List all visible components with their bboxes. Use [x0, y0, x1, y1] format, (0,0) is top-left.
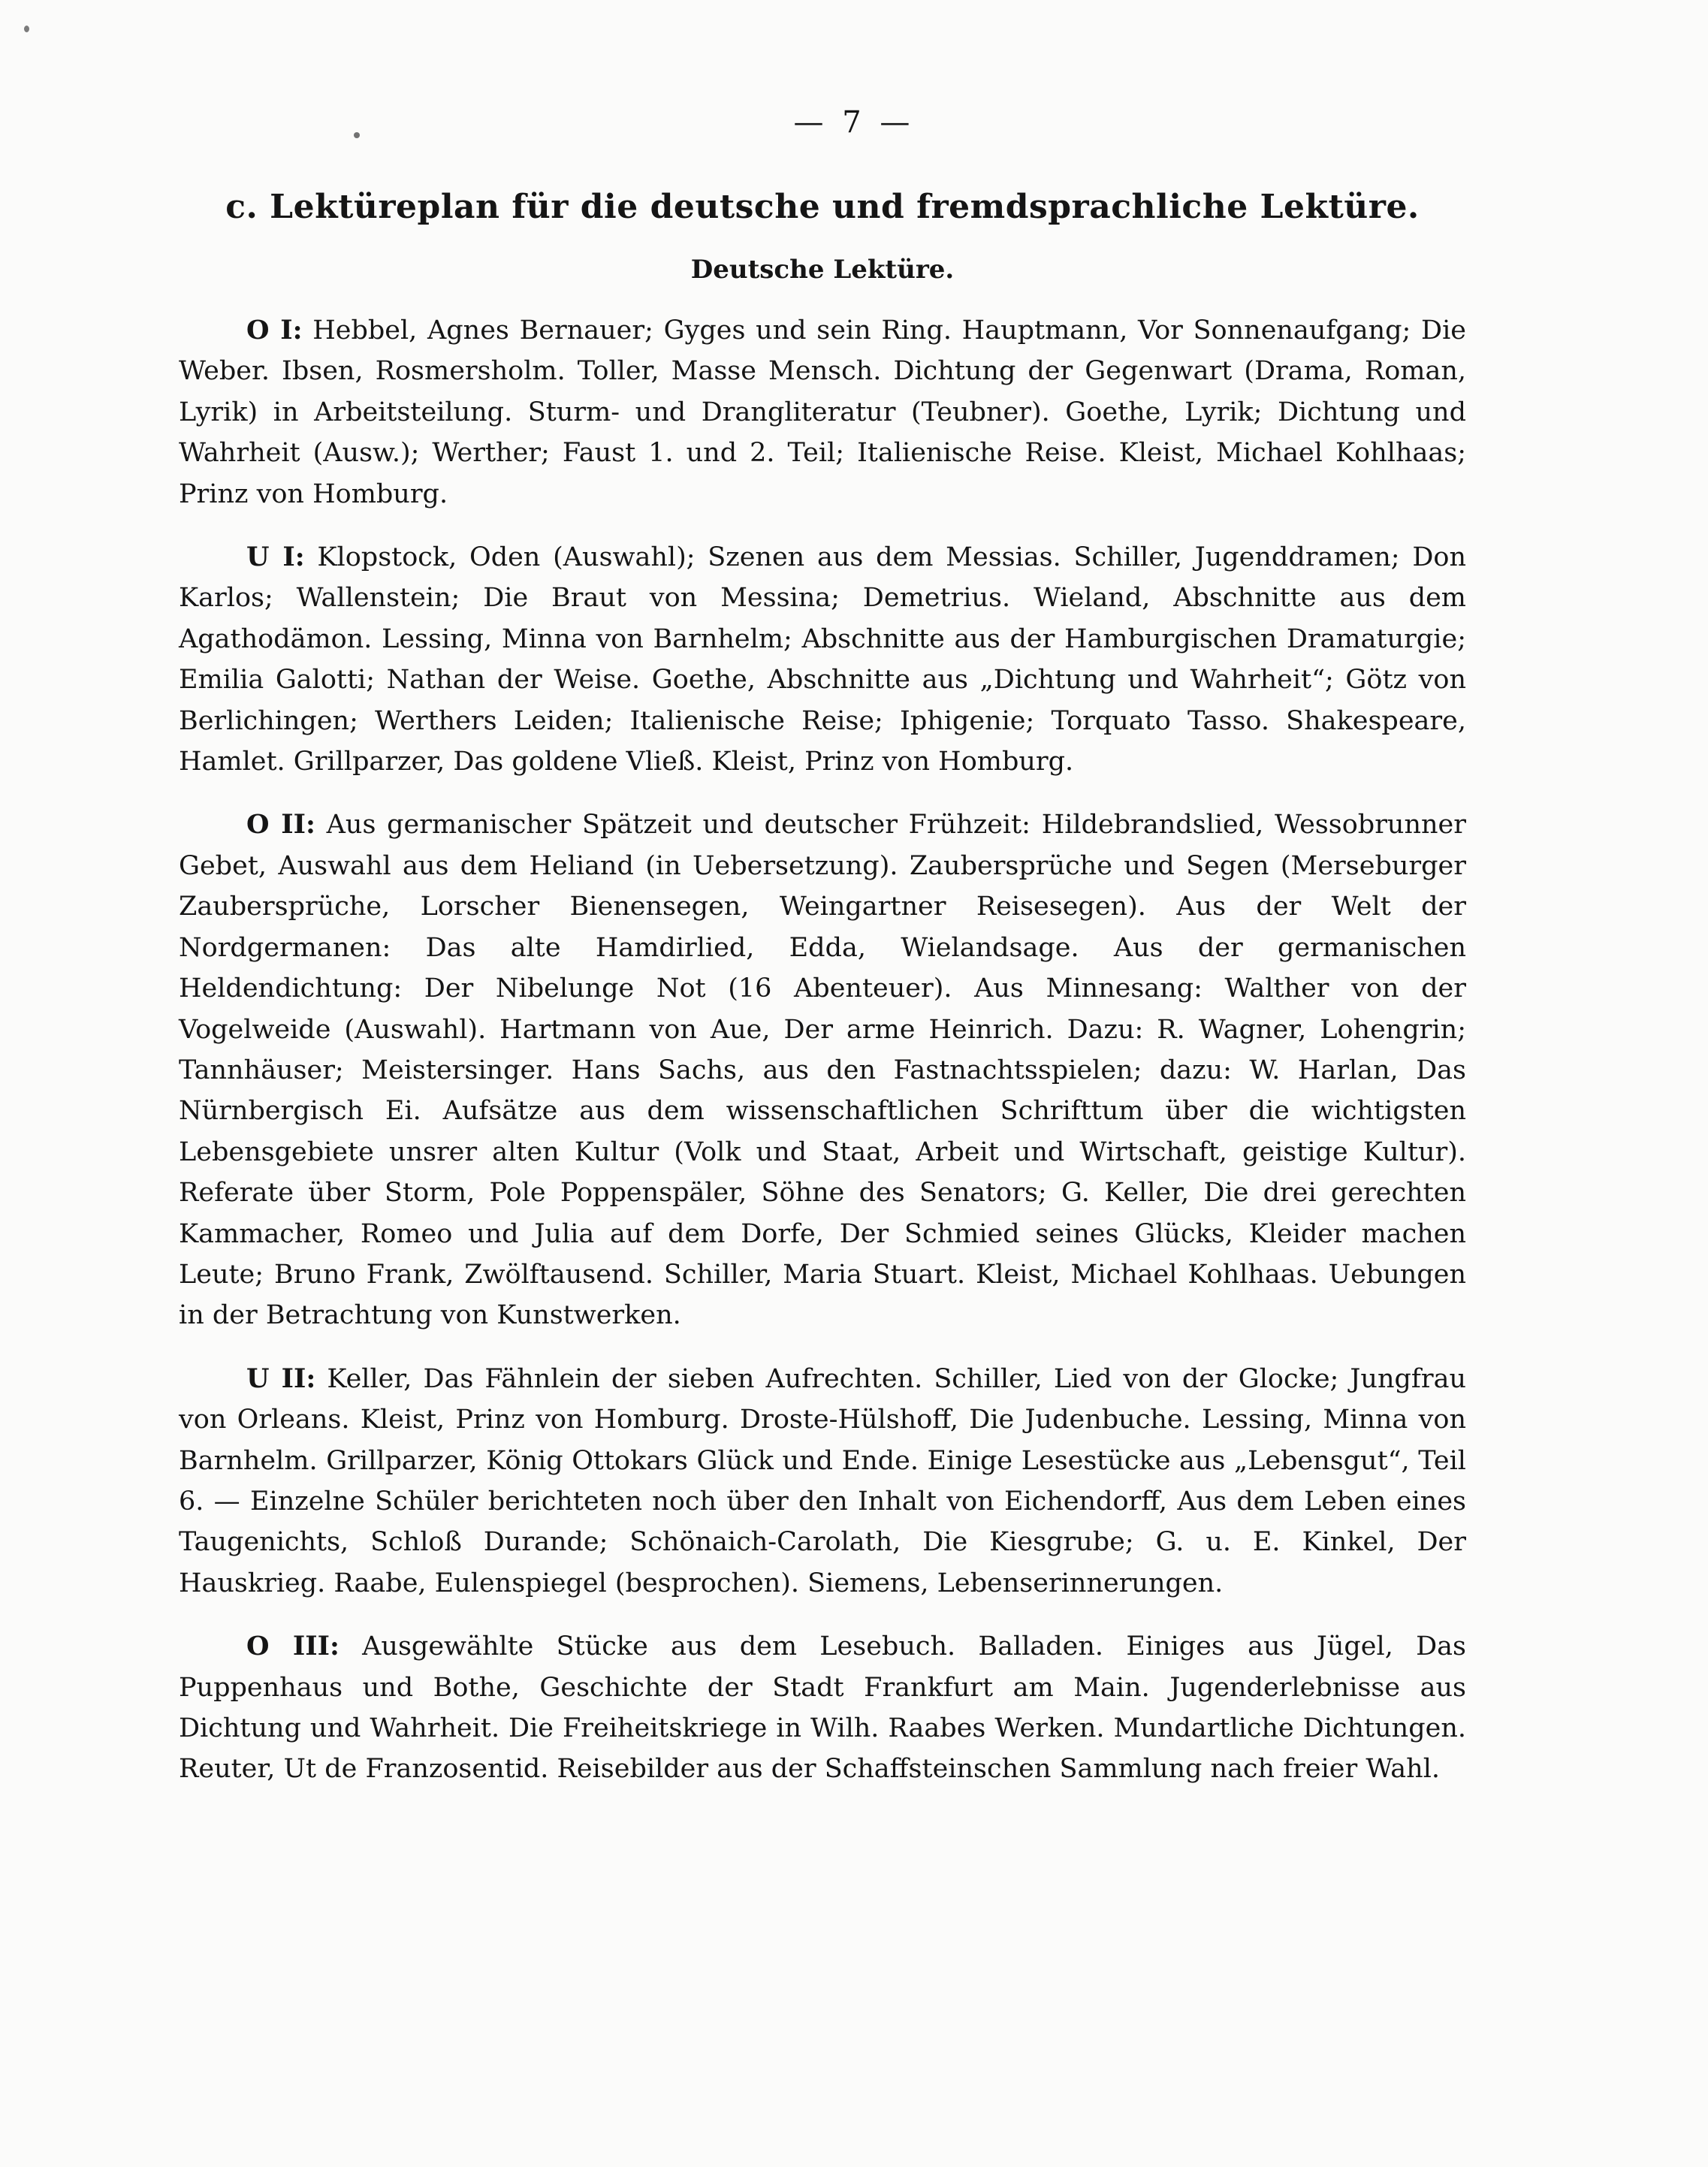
class-label-u1: U I: — [246, 542, 305, 573]
section-subheading: Deutsche Lektüre. — [690, 255, 955, 285]
paragraph-o1 — [179, 310, 1466, 515]
paragraph-u2 — [179, 1359, 1466, 1604]
paragraph-text-u1: Klopstock, Oden (Auswahl); Szenen aus dem Messias. Schiller, Jugenddramen; Don Karlos; Wallenstein; Die Braut von Messina; Demetrius. Wieland, Abschnitte aus dem Agathodämon. Lessing, Minna von Barnhelm; Abschnitte aus der Hamburgischen Dramaturgie; Emilia Galotti; Nathan der Weise. Goethe, Abschnitte aus „Dichtung und Wahrheit“; Götz von Berlichingen; Werthers Leiden; Italienische Reise; Iphigenie; Torquato Tasso. Shakespeare, Hamlet. Grillparzer, Das goldene Vließ. Kleist, Prinz von Homburg. — [179, 542, 1467, 777]
class-label-o2: O II: — [246, 809, 315, 841]
section-heading: c. Lektüreplan für die deutsche und fremdsprachliche Lektüre. — [225, 188, 1420, 226]
paragraph-text-o3: Ausgewählte Stücke aus dem Lesebuch. Balladen. Einiges aus Jügel, Das Puppenhaus und Bothe, Geschichte der Stadt Frankfurt am Main. Jugenderlebnisse aus Dichtung und Wahrheit. Die Freiheitskriege in Wilh. Raabes Werken. Mundartliche Dichtungen. Reuter, Ut de Franzosentid. Reisebilder aus der Schaffsteinschen Sammlung nach freier Wahl. — [179, 1631, 1466, 1785]
class-label-o1: O I: — [246, 315, 303, 346]
paragraph-text-o1: Hebbel, Agnes Bernauer; Gyges und sein Ring. Hauptmann, Vor Sonnenaufgang; Die Weber. Ibsen, Rosmersholm. Toller, Masse Mensch. Dichtung der Gegenwart (Drama, Roman, Lyrik) in Arbeitsteilung. Sturm- und Drangliteratur (Teubner). Goethe, Lyrik; Dichtung und Wahrheit (Ausw.); Werther; Faust 1. und 2. Teil; Italienische Reise. Kleist, Michael Kohlhaas; Prinz von Homburg. — [179, 315, 1466, 509]
page-content — [179, 188, 1466, 1812]
page-number: — 7 — — [793, 105, 915, 140]
ink-smudge-decoration — [24, 26, 29, 32]
paragraph-u1 — [179, 537, 1466, 782]
class-label-o3: O III: — [246, 1631, 339, 1662]
paragraph-text-o2: Aus germanischer Spätzeit und deutscher Frühzeit: Hildebrandslied, Wessobrunner Gebet, Auswahl aus dem Heliand (in Uebersetzung). Zaubersprüche und Segen (Merseburger Zaubersprüche, Lorscher Bienensegen, Weingartner Reisesegen). Aus der Welt der Nordgermanen: Das alte Hamdirlied, Edda, Wielandsage. Aus der germanischen Heldendichtung: Der Nibelunge Not (16 Abenteuer). Aus Minnesang: Walther von der Vogelweide (Auswahl). Hartmann von Aue, Der arme Heinrich. Dazu: R. Wagner, Lohengrin; Tannhäuser; Meistersinger. Hans Sachs, aus den Fastnachtsspielen; dazu: W. Harlan, Das Nürnbergisch Ei. Aufsätze aus dem wissenschaftlichen Schrifttum über die wichtigsten Lebensgebiete unsrer alten Kultur (Volk und Staat, Arbeit und Wirtschaft, geistige Kultur). Referate über Storm, Pole Poppenspäler, Söhne des Senators; G. Keller, Die drei gerechten Kammacher, Romeo und Julia auf dem Dorfe, Der Schmied seines Glücks, Kleider machen Leute; Bruno Frank, Zwölftausend. Schiller, Maria Stuart. Kleist, Michael Kohlhaas. Uebungen in der Betrachtung von Kunstwerken. — [179, 810, 1467, 1331]
paragraph-text-u2: Keller, Das Fähnlein der sieben Aufrechten. Schiller, Lied von der Glocke; Jungfrau von Orleans. Kleist, Prinz von Homburg. Droste-Hülshoff, Die Judenbuche. Lessing, Minna von Barnhelm. Grillparzer, König Ottokars Glück und Ende. Einige Lesestücke aus „Lebensgut“, Teil 6. — Einzelne Schüler berichteten noch über den Inhalt von Eichendorff, Aus dem Leben eines Taugenichts, Schloß Durande; Schönaich-Carolath, Die Kiesgrube; G. u. E. Kinkel, Der Hauskrieg. Raabe, Eulenspiegel (besprochen). Siemens, Lebenserinnerungen. — [179, 1363, 1466, 1598]
class-label-u2: U II: — [246, 1363, 316, 1394]
paragraph-o3 — [179, 1626, 1466, 1790]
paragraph-o2 — [179, 804, 1466, 1336]
